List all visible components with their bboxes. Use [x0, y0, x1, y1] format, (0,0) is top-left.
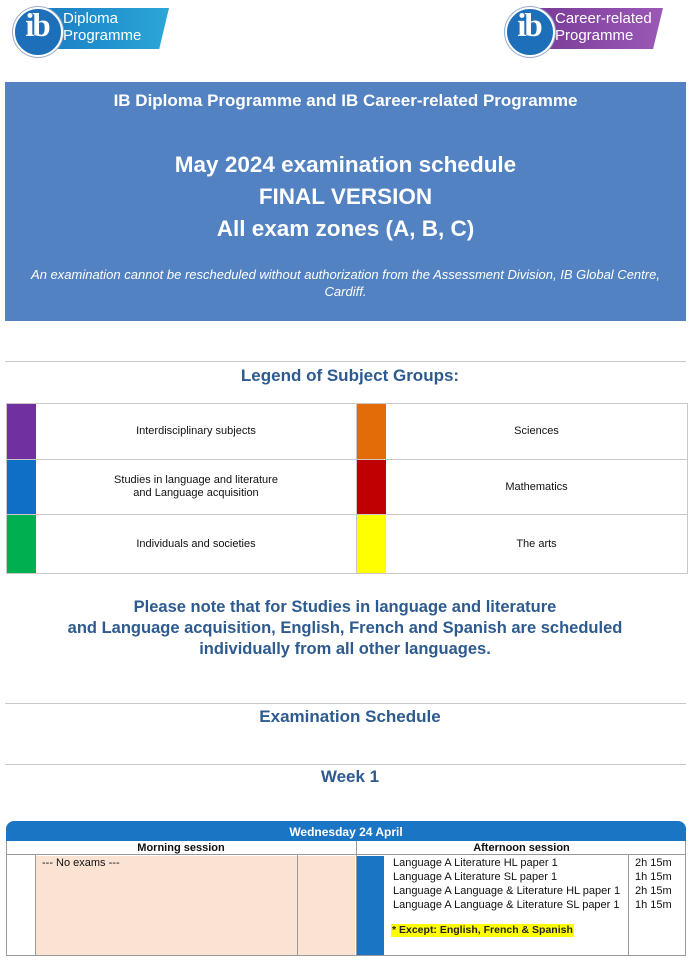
exam-name: Language A Language & Literature SL paper 1 — [393, 899, 620, 911]
exam-name: Language A Literature HL paper 1 — [393, 857, 558, 869]
divider — [5, 361, 686, 362]
except-note: * Except: English, French & Spanish — [392, 924, 573, 936]
ib-mark: ib — [25, 8, 49, 44]
logo-line1: Career-related — [555, 10, 652, 27]
note-line-1: Please note that for Studies in language and literature — [133, 598, 557, 616]
subject-group-color-bar — [357, 856, 384, 956]
language-note — [0, 597, 690, 660]
ib-mark: ib — [517, 8, 541, 44]
afternoon-exams — [393, 856, 620, 912]
legend-label: Individuals and societies — [136, 537, 256, 550]
title-box — [5, 82, 686, 321]
logo-line2: Programme — [555, 27, 634, 44]
title-subtitle: IB Diploma Programme and IB Career-related Programme — [113, 91, 578, 110]
morning-session-header: Morning session — [6, 841, 356, 855]
title-line-3: All exam zones (A, B, C) — [216, 216, 475, 241]
ib-career-related-programme-logo — [505, 5, 663, 53]
swatch-interdisciplinary — [7, 404, 36, 459]
schedule-table — [6, 821, 686, 956]
afternoon-session-header: Afternoon session — [357, 841, 686, 855]
grid-line — [356, 841, 357, 956]
note-line-2: and Language acquisition, English, French and Spanish are scheduled — [67, 619, 623, 637]
grid-line — [297, 855, 298, 956]
morning-duration-cell — [298, 856, 355, 956]
morning-cell — [36, 856, 297, 956]
title-line-1: May 2024 examination schedule — [174, 152, 517, 177]
logo-line1: Diploma — [63, 10, 119, 27]
title-main — [5, 149, 686, 245]
legend-heading: Legend of Subject Groups: — [240, 366, 460, 385]
logo-line2: Programme — [63, 27, 142, 44]
exam-duration: 1h 15m — [635, 871, 672, 883]
legend-table — [6, 403, 688, 574]
ib-diploma-programme-logo — [13, 5, 169, 53]
exam-duration: 2h 15m — [635, 885, 672, 897]
note-line-3: individually from all other languages. — [199, 640, 491, 658]
no-exams-text: --- No exams --- — [42, 857, 120, 869]
swatch-mathematics — [357, 460, 386, 514]
swatch-individuals — [7, 515, 36, 573]
grid-line — [35, 855, 36, 956]
swatch-sciences — [357, 404, 386, 459]
legend-label: Studies in language and literature and Language acquisition — [114, 474, 278, 499]
title-line-2: FINAL VERSION — [258, 184, 433, 209]
swatch-arts — [357, 515, 386, 573]
grid-line — [6, 841, 7, 956]
exam-duration: 2h 15m — [635, 857, 672, 869]
grid-line — [685, 841, 686, 956]
swatch-language — [7, 460, 36, 514]
grid-line — [6, 955, 686, 956]
logo-text — [555, 10, 652, 44]
exam-name: Language A Language & Literature HL paper 1 — [393, 885, 621, 897]
week-heading: Week 1 — [320, 767, 380, 786]
exam-name: Language A Literature SL paper 1 — [393, 871, 558, 883]
legend-label: Interdisciplinary subjects — [136, 425, 256, 437]
divider — [5, 703, 686, 704]
logo-text — [63, 10, 141, 44]
legend-label: The arts — [516, 537, 557, 550]
legend-label: Mathematics — [505, 480, 568, 493]
schedule-heading: Examination Schedule — [259, 707, 441, 726]
exam-duration: 1h 15m — [635, 899, 672, 911]
divider — [5, 764, 686, 765]
reschedule-note: An examination cannot be rescheduled without authorization from the Assessment Division, IB Global Centre, Cardiff. — [31, 267, 660, 299]
grid-line — [628, 855, 629, 956]
legend-label: Sciences — [514, 425, 559, 437]
afternoon-durations — [635, 856, 672, 912]
day-header: Wednesday 24 April — [6, 821, 686, 841]
